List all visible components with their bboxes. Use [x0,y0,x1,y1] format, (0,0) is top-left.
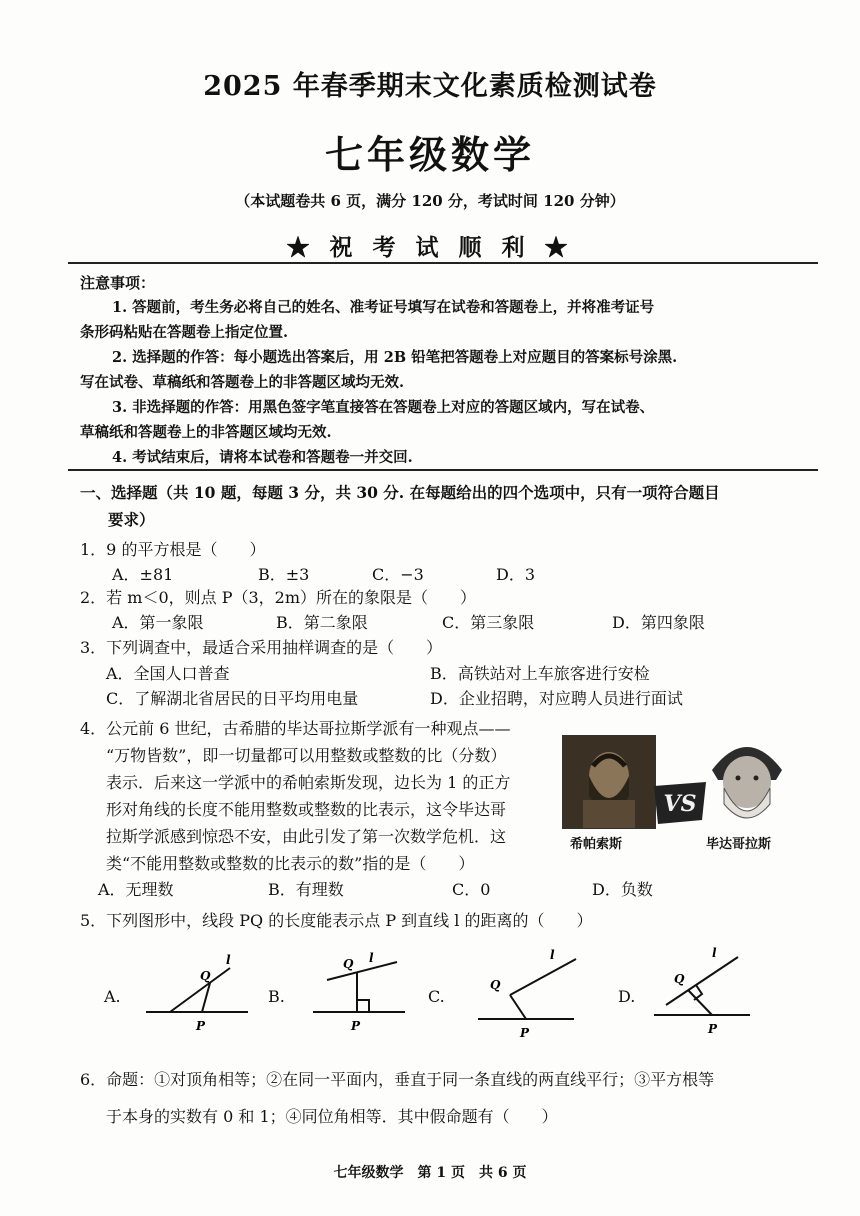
q6-line-1: 6．命题：①对顶角相等；②在同一平面内，垂直于同一条直线的两直线平行；③平方根等 [80,1070,715,1089]
q3-option-c: C．了解湖北省居民的日平均用电量 [106,689,359,708]
exam-info: （本试题卷共 6 页，满分 120 分，考试时间 120 分钟） [235,192,625,210]
notice-heading: 注意事项： [80,274,156,292]
q2-option-c: C．第三象限 [442,613,535,632]
q1-option-a: A．±81 [112,565,174,584]
q4-line-3: 表示．后来这一学派中的希帕索斯发现，边长为 1 的正方 [106,773,511,792]
q4-line-5: 拉斯学派感到惊恐不安，由此引发了第一次数学危机．这 [106,827,507,846]
notice-line-2: 条形码粘贴在答题卷上指定位置. [80,324,289,341]
exam-title: 2025 年春季期末文化素质检测试卷 [203,71,657,102]
q4-option-b: B．有理数 [268,880,344,899]
notice-line-4: 写在试卷、草稿纸和答题卷上的非答题区域均无效. [80,374,405,391]
q5-figure-b [305,950,415,1040]
q5-figure-c [470,945,600,1045]
caption-pythagoras: 毕达哥拉斯 [706,837,772,852]
notice-line-5: 3. 非选择题的作答：用黑色签字笔直接答在答题卷上对应的答题区域内，写在试卷、 [112,399,655,416]
notice-line-1: 1. 答题前，考生务必将自己的姓名、准考证号填写在试卷和答题卷上，并将准考证号 [112,299,655,316]
versus-text: VS [663,791,697,817]
q4-line-1: 4．公元前 6 世纪，古希腊的毕达哥拉斯学派有一种观点—— [80,719,511,738]
q5b-label-l: l [369,951,374,965]
q2-option-d: D．第四象限 [612,613,705,632]
q5a-label-p: P [196,1019,206,1033]
q6-line-2: 于本身的实数有 0 和 1；④同位角相等．其中假命题有（ ） [106,1107,558,1126]
caption-hippasus: 希帕索斯 [570,837,623,852]
q4-line-4: 形对角线的长度不能用整数或整数的比表示，这令毕达哥 [106,800,507,819]
section-heading-line-2: 要求） [108,510,155,529]
q2-stem: 2．若 m＜0，则点 P（3，2m）所在的象限是（ ） [80,588,477,607]
q1-option-c: C．−3 [372,565,424,584]
blessing-line: ★ 祝 考 试 顺 利 ★ [286,234,574,261]
q5a-label-q: Q [200,969,211,983]
q5b-label-p: P [351,1019,361,1033]
q5-label-b: B. [268,987,285,1006]
q5-label-c: C. [428,987,445,1006]
q4-line-6: 类“不能用整数或整数的比表示的数”指的是（ ） [106,854,475,873]
q3-option-a: A．全国人口普查 [106,664,230,683]
notice-divider [68,469,818,471]
q5b-label-q: Q [343,957,354,971]
q3-stem: 3．下列调查中，最适合采用抽样调查的是（ ） [80,638,443,657]
q5d-label-l: l [712,946,717,960]
top-divider [68,262,818,264]
hippasus-portrait-image [562,735,656,829]
q4-line-2: “万物皆数”，即一切量都可以用整数或整数的比（分数） [106,746,507,765]
q4-option-a: A．无理数 [98,880,174,899]
q5-label-d: D. [618,987,636,1006]
q4-option-c: C．0 [452,880,491,899]
q5c-label-q: Q [490,978,501,992]
pythagoras-portrait-image [706,730,788,828]
q1-option-d: D．3 [496,565,536,584]
q1-stem: 1．9 的平方根是（ ） [80,540,266,559]
q5d-label-p: P [708,1022,718,1036]
q1-option-b: B．±3 [258,565,310,584]
subject-title: 七年级数学 [324,132,535,177]
q5-figure-a [140,950,260,1040]
page-footer: 七年级数学 第 1 页 共 6 页 [333,1165,527,1181]
q5c-label-l: l [550,948,555,962]
notice-line-6: 草稿纸和答题卷上的非答题区域均无效. [80,424,332,441]
q4-option-d: D．负数 [592,880,653,899]
q5-stem: 5．下列图形中，线段 PQ 的长度能表示点 P 到直线 l 的距离的（ ） [80,911,593,930]
q2-option-a: A．第一象限 [112,613,204,632]
q3-option-d: D．企业招聘，对应聘人员进行面试 [430,689,683,708]
q5-label-a: A. [104,987,121,1006]
notice-line-3: 2. 选择题的作答：每小题选出答案后，用 2B 铅笔把答题卷上对应题目的答案标号涂黑. [112,349,678,366]
q3-option-b: B．高铁站对上车旅客进行安检 [430,664,650,683]
notice-line-7: 4. 考试结束后，请将本试卷和答题卷一并交回. [112,449,413,466]
q5c-label-p: P [520,1026,530,1040]
q5-figure-d [648,945,758,1045]
q5a-label-l: l [226,953,231,967]
section-heading-line-1: 一、选择题（共 10 题，每题 3 分，共 30 分. 在每题给出的四个选项中，只有一项符合题目 [80,483,720,502]
q2-option-b: B．第二象限 [276,613,368,632]
versus-badge [650,780,710,826]
q5d-label-q: Q [674,972,685,986]
